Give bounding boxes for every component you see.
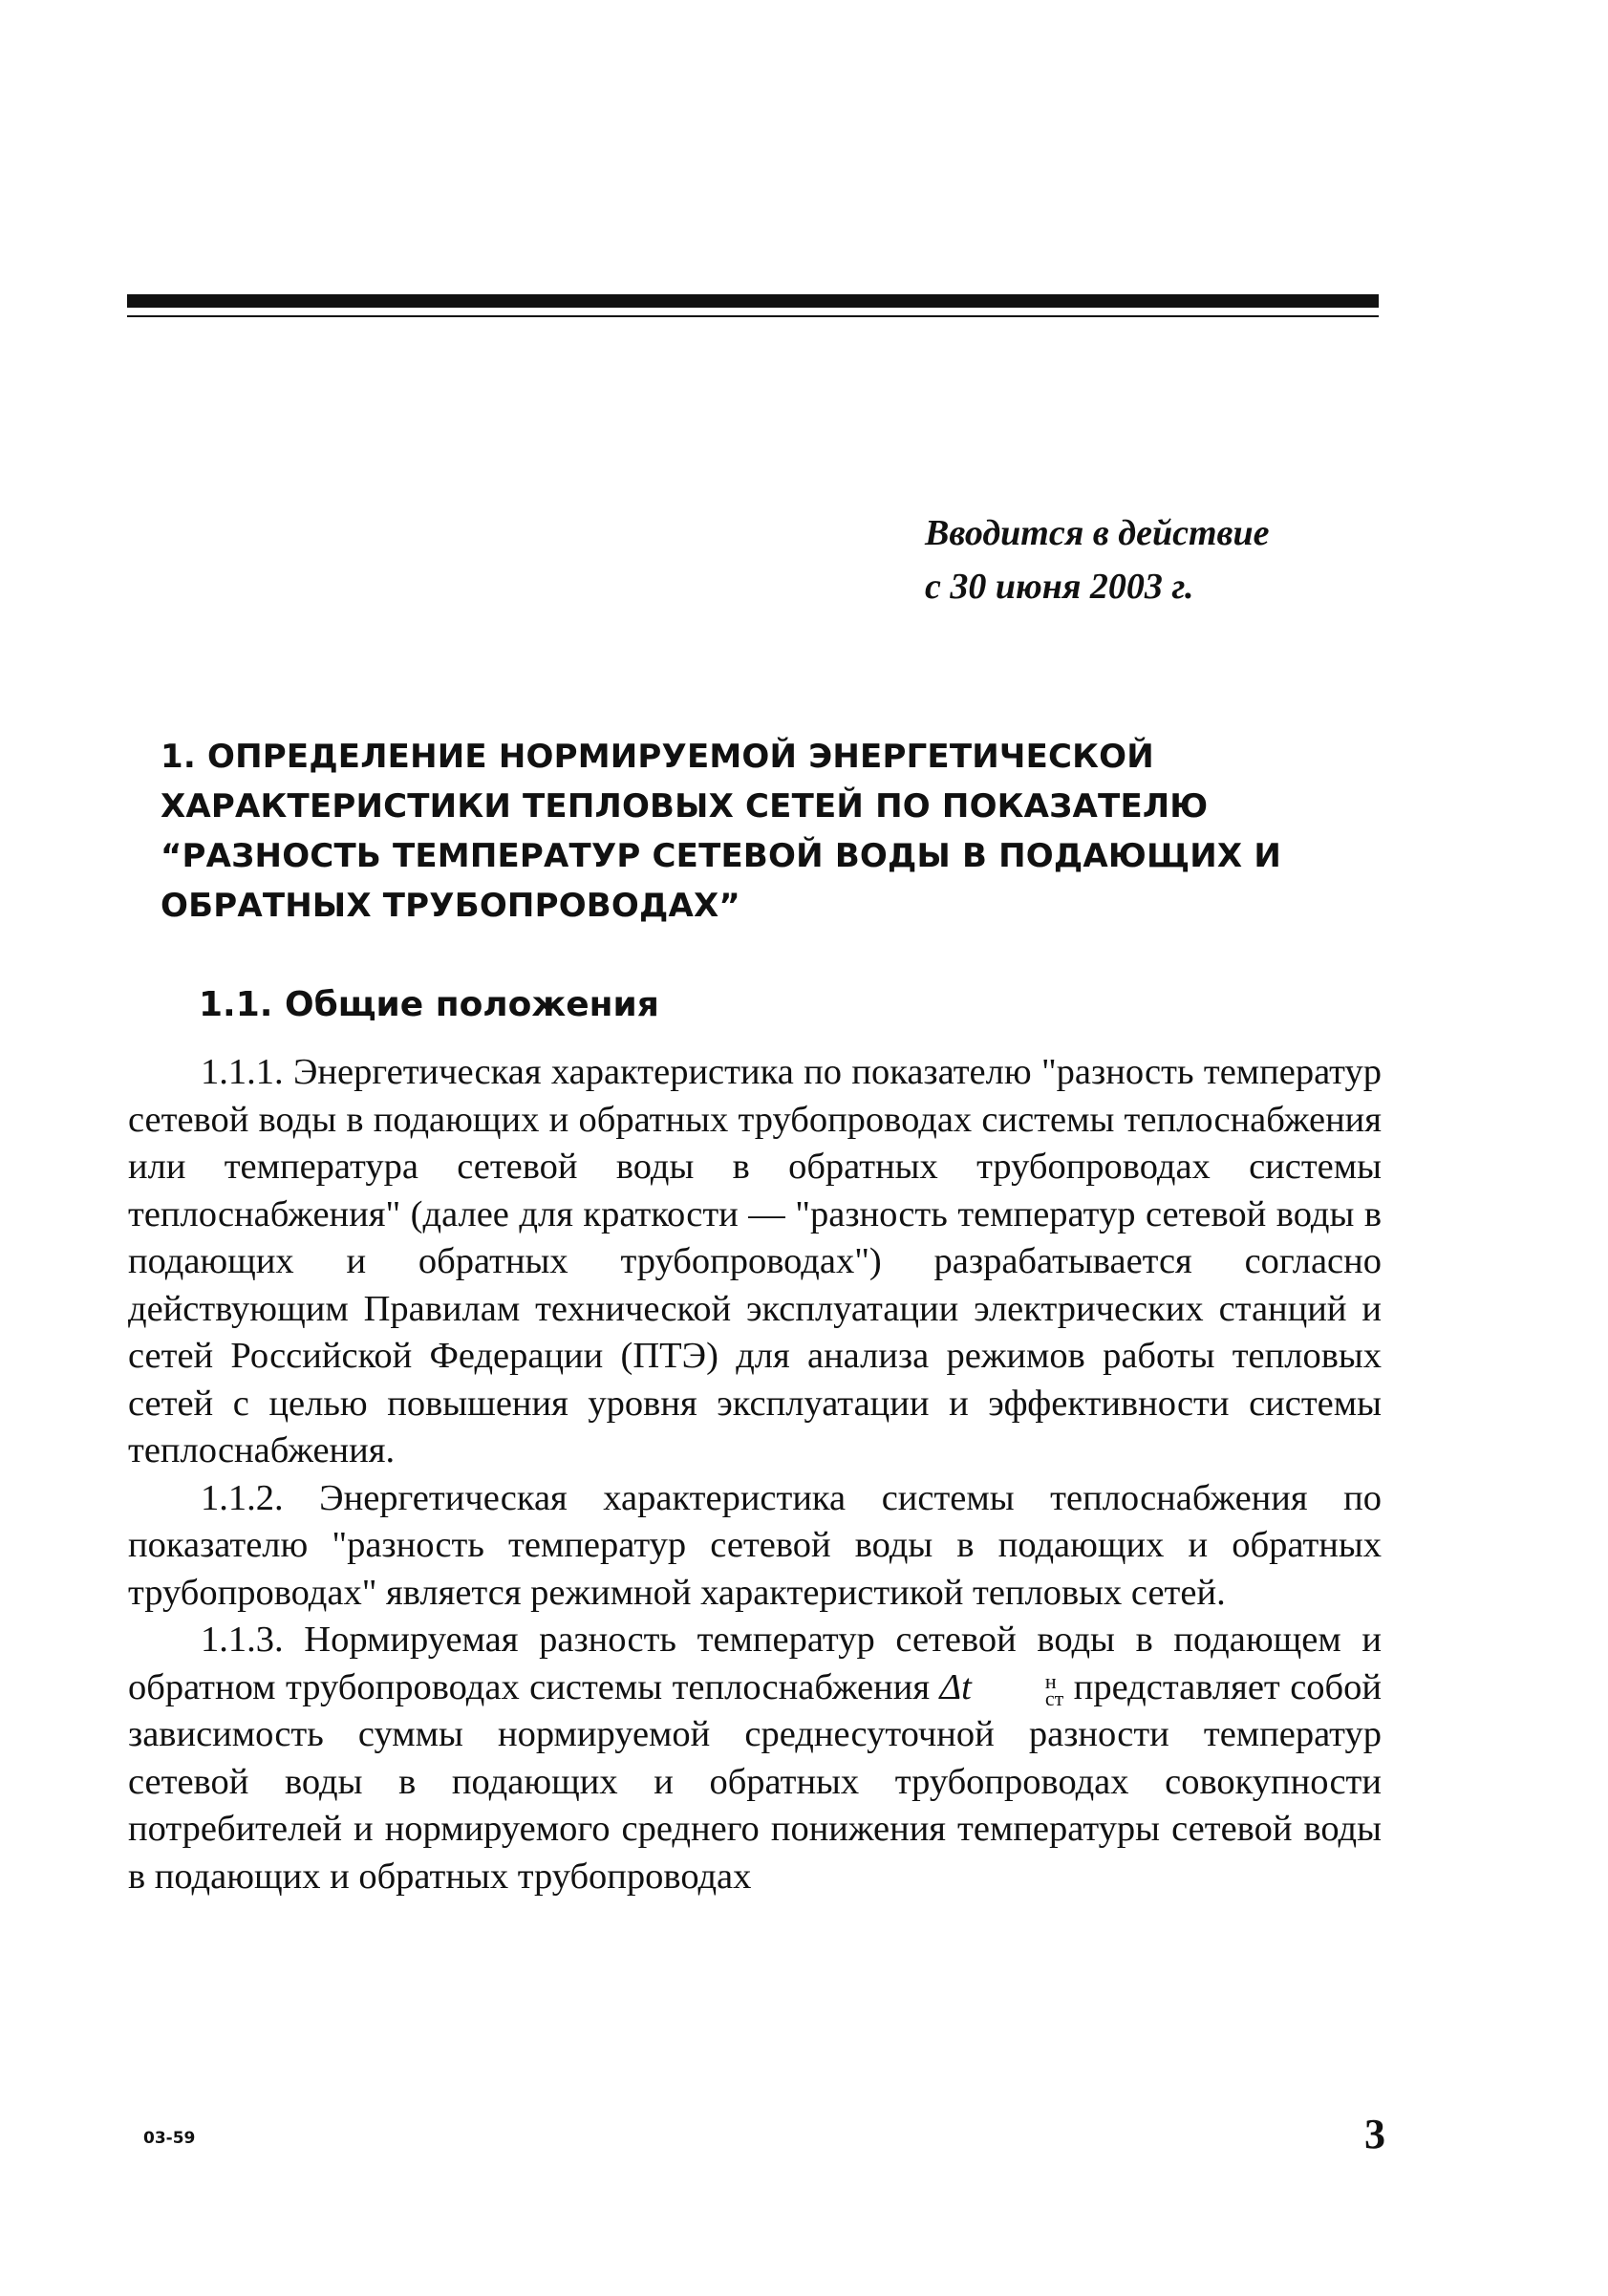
footer-code: 03-59 — [143, 2129, 196, 2148]
section-heading: 1. ОПРЕДЕЛЕНИЕ НОРМИРУЕМОЙ ЭНЕРГЕТИЧЕСКОЙ ХАРАКТЕРИСТИКИ ТЕПЛОВЫХ СЕТЕЙ ПО ПОКАЗАТЕЛЮ “РАЗНОСТЬ ТЕМПЕРАТУР СЕТЕВОЙ ВОДЫ В ПОДАЮЩИХ И ОБРАТНЫХ ТРУБОПРОВОДАХ” — [161, 738, 1282, 925]
effective-date-note — [925, 506, 1270, 613]
formula-delta-t-normative — [939, 1666, 1064, 1710]
header-rule-thick — [127, 294, 1379, 308]
paragraph-number: 1.1.1. — [201, 1052, 284, 1092]
subsection-heading: 1.1. Общие положения — [199, 985, 659, 1024]
page-number: 3 — [1364, 2111, 1385, 2157]
body-text — [128, 1049, 1382, 1900]
paragraph-number: 1.1.2. — [201, 1477, 284, 1518]
formula-superscript: н — [1044, 1668, 1057, 1693]
paragraph-text: Энергетическая характеристика по показателю "разность температур сетевой воды в подающих и обратных трубопроводах системы теплоснабжения или температура сетевой воды в обратных трубопроводах системы теплоснабжения" (далее для краткости — "разность температур сетевой воды в подающих и обратных трубопроводах") разрабатывается согласно действующим Правилам технической эксплуатации электрических станций и сетей Российской Федерации (ПТЭ) для анализа режимов работы тепловых сетей с целью повышения уровня эксплуатации и эффективности системы теплоснабжения. — [128, 1052, 1382, 1470]
effective-line-2: с 30 июня 2003 г. — [925, 567, 1194, 607]
paragraph-1-1-2 — [128, 1475, 1382, 1618]
header-rule-thin — [127, 315, 1379, 317]
paragraph-1-1-3 — [128, 1617, 1382, 1900]
formula-subscript: ст — [1044, 1685, 1064, 1710]
paragraph-1-1-1 — [128, 1049, 1382, 1475]
effective-line-1: Вводится в действие — [925, 513, 1270, 553]
paragraph-text: Энергетическая характеристика системы теплоснабжения по показателю "разность температур сетевой воды в подающих и обратных трубопроводах" является режимной характеристикой тепловых сетей. — [128, 1477, 1382, 1613]
paragraph-number: 1.1.3. — [201, 1620, 284, 1660]
formula-scripts — [973, 1668, 1064, 1710]
paragraph-text-after-formula: представляет собой зависимость суммы нормируемой среднесуточной разности температур сетевой воды в подающих и обратных трубопроводах совокупности потребителей и нормируемого среднего понижения температуры сетевой воды в подающих и обратных трубопроводах — [128, 1666, 1383, 1897]
paragraph-text-before-formula: Нормируемая разность температур сетевой воды в подающем и обратном трубопроводах системы теплоснабжения — [128, 1620, 1382, 1707]
formula-base: Δt — [939, 1666, 972, 1707]
